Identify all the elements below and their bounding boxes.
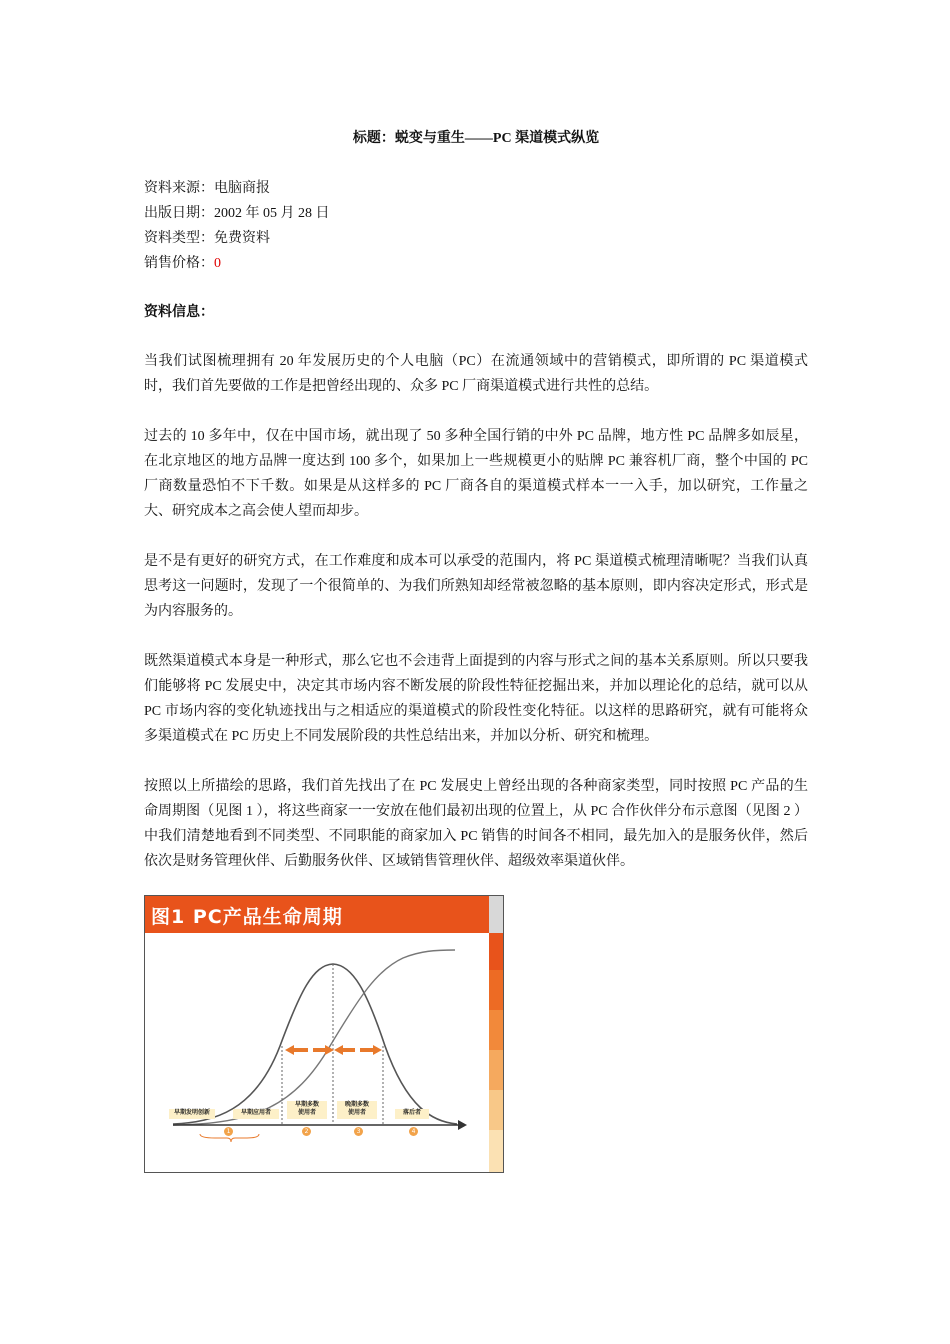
stage-label: 落后者 [395, 1109, 429, 1119]
stage-label: 早期发明创新 [169, 1109, 215, 1119]
stage-label: 早期应用者 [233, 1109, 279, 1119]
paragraph-3: 是不是有更好的研究方式，在工作难度和成本可以承受的范围内，将 PC 渠道模式梳理清晰呢？当我们认真思考这一问题时，发现了一个很简单的、为我们所熟知却经常被忽略的基本原则，即内容决定形式，形式是为内容服务的。 [144, 554, 808, 619]
side-band [489, 1130, 503, 1172]
side-band [489, 1050, 503, 1090]
paragraph-2: 过去的 10 多年中，仅在中国市场，就出现了 50 多种全国行销的中外 PC 品牌，地方性 PC 品牌多如辰星，在北京地区的地方品牌一度达到 100 多个，如果加上一些规模更小的贴牌 PC 兼容机厂商，整个中国的 PC 厂商数量恐怕不下千数。如果是从这样多的 PC 厂商各自的渠道模式样本一一入手，加以研究，工作量之大、研究成本之高会使人望而却步。 [144, 429, 808, 519]
stage-marker: 1 [224, 1127, 233, 1136]
side-band [489, 933, 503, 970]
figure-pc-lifecycle [144, 895, 504, 1173]
meta-date: 出版日期：2002 年 05 月 28 日 [144, 206, 330, 221]
stage-label: 晚期多数 使用者 [337, 1101, 377, 1119]
document-meta [144, 176, 330, 276]
stage-marker: 3 [354, 1127, 363, 1136]
meta-price-value: 0 [214, 256, 221, 271]
stage-marker: 2 [302, 1127, 311, 1136]
arrow-right [360, 1045, 382, 1055]
meta-price-label: 销售价格： [144, 256, 214, 271]
paragraph-4: 既然渠道模式本身是一种形式，那么它也不会违背上面提到的内容与形式之间的基本关系原则。所以只要我们能够将 PC 发展史中，决定其市场内容不断发展的阶段性特征挖掘出来，并加以理论化的总结，就可以从 PC 市场内容的变化轨迹找出与之相适应的渠道模式的阶段性变化特征。以这样的思路研究，就有可能将众多渠道模式在 PC 历史上不同发展阶段的共性总结出来，并加以分析、研究和梳理。 [144, 654, 808, 744]
axis-arrowhead [458, 1120, 467, 1130]
paragraph-1: 当我们试图梳理拥有 20 年发展历史的个人电脑（PC）在流通领域中的营销模式，即所谓的 PC 渠道模式时，我们首先要做的工作是把曾经出现的、众多 PC 厂商渠道模式进行共性的总结。 [144, 354, 808, 394]
meta-price [144, 251, 330, 276]
figure-title: 图1 PC产品生命周期 [151, 906, 343, 928]
stage-label: 早期多数 使用者 [287, 1101, 327, 1119]
lifecycle-diagram [145, 896, 489, 1172]
stage-marker: 4 [409, 1127, 418, 1136]
paragraph-5: 按照以上所描绘的思路，我们首先找出了在 PC 发展史上曾经出现的各种商家类型，同时按照 PC 产品的生命周期图（见图 1 ），将这些商家一一安放在他们最初出现的位置上，从 PC 合作伙伴分布示意图（见图 2 ）中我们清楚地看到不同类型、不同职能的商家加入 PC 销售的时间各不相同，最先加入的是服务伙伴，然后依次是财务管理伙伴、后勤服务伙伴、区域销售管理伙伴、超级效率渠道伙伴。 [144, 779, 808, 869]
side-band [489, 896, 503, 933]
side-band [489, 1010, 503, 1050]
arrow-right [313, 1045, 334, 1055]
arrow-left [334, 1045, 355, 1055]
side-band [489, 970, 503, 1010]
side-band [489, 1090, 503, 1130]
figure-side-bands [489, 896, 503, 1172]
meta-type: 资料类型：免费资料 [144, 231, 270, 246]
arrow-left [285, 1045, 308, 1055]
document-title: 标题：蜕变与重生——PC 渠道模式纵览 [352, 131, 600, 146]
bell-curve [173, 964, 457, 1124]
meta-source: 资料来源：电脑商报 [144, 181, 270, 196]
section-label: 资料信息： [144, 305, 214, 320]
